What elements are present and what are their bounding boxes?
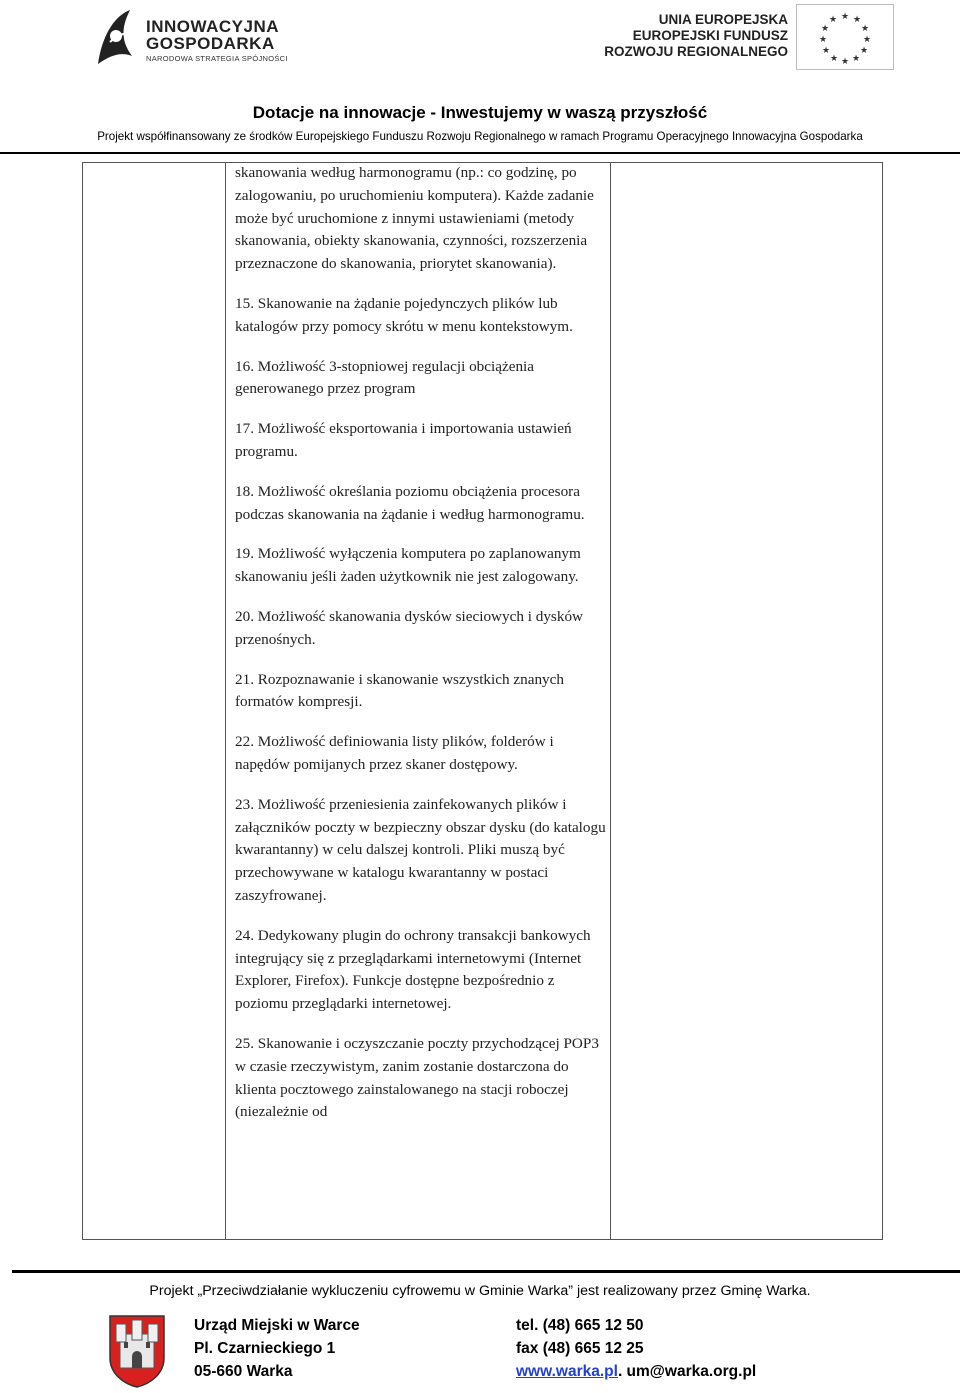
footer-project-line: Projekt „Przeciwdziałanie wykluczeniu cyfrowemu w Gminie Warka” jest realizowany przez Gminę Warka. — [149, 1283, 811, 1299]
cofinancing-line: Projekt współfinansowany ze środków Europejskiego Funduszu Rozwoju Regionalnego w ramach Programu Operacyjnego Innowacyjna Gospodarka — [97, 130, 863, 143]
svg-text:★: ★ — [841, 12, 850, 22]
table-column-divider — [225, 162, 226, 1240]
svg-text:★: ★ — [861, 24, 870, 34]
ig-logo-line3: NARODOWA STRATEGIA SPÓJNOŚCI — [146, 54, 288, 63]
ig-logo-line2: GOSPODARKA — [146, 34, 275, 53]
spec-item-22: 22. Możliwość definiowania listy plików, folderów i napędów pomijanych przez skaner dostępowy. — [235, 733, 554, 773]
warka-coat-of-arms-icon — [108, 1314, 166, 1388]
office-street: Pl. Czarnieckiego 1 — [194, 1340, 336, 1357]
spec-item-23: 23. Możliwość przeniesienia zainfekowanych plików i załączników poczty w bezpieczny obszar dysku (do katalogu kwarantanny) w celu dalszej kontroli. Pliki muszą być przechowywane w katalogu kwarantanny w postaci zaszyfrowanej. — [235, 795, 606, 904]
svg-text:★: ★ — [853, 15, 862, 25]
spec-item-19: 19. Możliwość wyłączenia komputera po zaplanowanym skanowaniu jeśli żaden użytkownik nie jest zalogowany. — [235, 545, 581, 586]
office-name: Urząd Miejski w Warce — [194, 1317, 360, 1334]
header-divider — [0, 152, 960, 154]
eu-flag-icon — [796, 4, 894, 70]
svg-text:★: ★ — [852, 54, 861, 64]
eu-logo-line3: ROZWOJU REGIONALNEGO — [604, 44, 788, 59]
table-column-divider — [610, 162, 611, 1240]
spec-item-24: 24. Dedykowany plugin do ochrony transakcji bankowych integrujący się z przeglądarkami internetowymi (Internet Explorer, Firefox). Funkcje dostępne bezpośrednio z poziomu przeglądarki internetowej. — [235, 926, 591, 1013]
svg-text:★: ★ — [821, 24, 830, 34]
table-description-cell — [235, 162, 607, 1141]
tagline: Dotacje na innowacje - Inwestujemy w waszą przyszłość — [252, 103, 708, 122]
spec-item-16: 16. Możliwość 3-stopniowej regulacji obciążenia generowanego przez program — [235, 357, 535, 398]
office-phone: tel. (48) 665 12 50 — [516, 1317, 644, 1334]
spec-item-18: 18. Możliwość określania poziomu obciążenia procesora podczas skanowania na żądanie i według harmonogramu. — [235, 482, 585, 523]
spec-item-15: 15. Skanowanie na żądanie pojedynczych plików lub katalogów przy pomocy skrótu w menu kontekstowym. — [235, 294, 573, 335]
footer-divider — [12, 1270, 960, 1273]
spec-item-21: 21. Rozpoznawanie i skanowanie wszystkich znanych formatów kompresji. — [235, 670, 564, 711]
spec-item-20: 20. Możliwość skanowania dysków sieciowych i dysków przenośnych. — [235, 607, 583, 648]
svg-text:★: ★ — [829, 15, 838, 25]
email-text: . um@warka.org.pl — [617, 1363, 757, 1380]
eu-logo-line2: EUROPEJSKI FUNDUSZ — [632, 28, 788, 43]
eu-logo-line1: UNIA EUROPEJSKA — [658, 12, 788, 27]
svg-text:★: ★ — [819, 35, 828, 45]
website-link[interactable]: www.warka.pl — [516, 1363, 618, 1380]
svg-text:★: ★ — [860, 46, 869, 56]
svg-text:★: ★ — [863, 35, 872, 45]
svg-text:★: ★ — [841, 57, 850, 67]
office-fax: fax (48) 665 12 25 — [516, 1340, 644, 1357]
office-contact — [516, 1363, 756, 1381]
spec-paragraph: skanowania według harmonogramu (np.: co godzinę, po zalogowaniu, po uruchomieniu komputera). Każde zadanie może być uruchomione z innymi ustawieniami (metody skanowania, obiekty skanowania, czynności, rozszerzenia przeznaczone do skanowania, priorytet skanowania). — [235, 164, 594, 273]
spec-item-17: 17. Możliwość eksportowania i importowania ustawień programu. — [235, 420, 572, 460]
svg-text:★: ★ — [822, 46, 831, 56]
svg-text:★: ★ — [830, 54, 839, 64]
spec-item-25: 25. Skanowanie i oczyszczanie poczty przychodzącej POP3 w czasie rzeczywistym, zanim zostanie dostarczona do klienta pocztowego zainstalowanego na stacji roboczej (niezależnie od — [235, 1034, 599, 1121]
office-postal: 05-660 Warka — [194, 1363, 293, 1380]
ig-logo-line1: INNOWACYJNA — [146, 17, 280, 36]
